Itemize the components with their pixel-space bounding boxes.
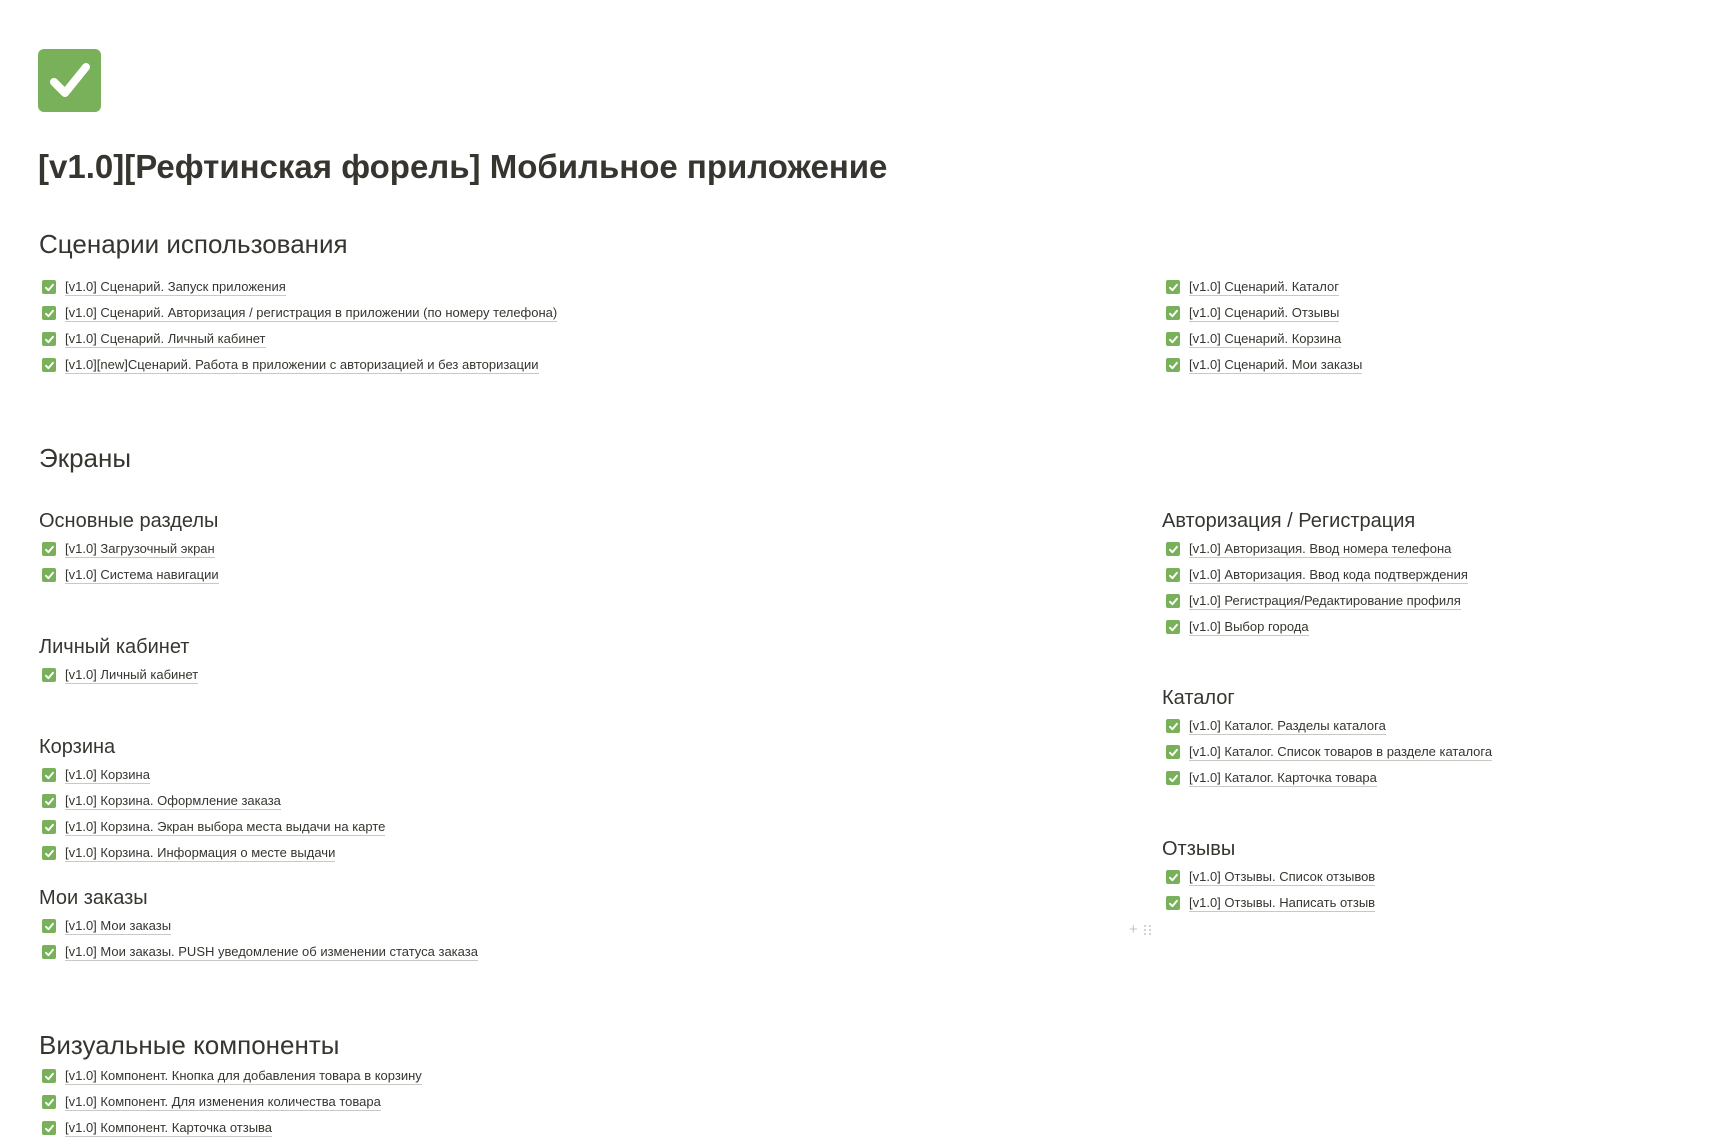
- page-link[interactable]: [v1.0] Корзина. Экран выбора места выдачи на карте: [65, 818, 386, 834]
- check-mark-icon: [42, 945, 56, 959]
- list-item[interactable]: [38, 814, 385, 840]
- subheading-reviews: Отзывы: [1162, 838, 1236, 860]
- visual-components-list: [38, 1063, 422, 1141]
- drag-handle-icon[interactable]: [1144, 925, 1152, 935]
- orders-list: [38, 913, 478, 965]
- list-item[interactable]: [1162, 536, 1468, 562]
- check-mark-icon: [1166, 332, 1180, 346]
- check-mark-icon: [1166, 771, 1180, 785]
- page-link[interactable]: [v1.0] Корзина. Оформление заказа: [65, 792, 281, 808]
- subheading-account: Личный кабинет: [39, 636, 190, 658]
- list-item[interactable]: [1162, 890, 1375, 916]
- page-link[interactable]: [v1.0] Корзина: [65, 766, 150, 782]
- check-mark-icon: [42, 768, 56, 782]
- check-mark-icon: [1166, 568, 1180, 582]
- list-item[interactable]: [1162, 765, 1492, 791]
- block-handle[interactable]: [1129, 921, 1152, 938]
- subheading-auth: Авторизация / Регистрация: [1162, 510, 1416, 532]
- page-link[interactable]: [v1.0] Выбор города: [1189, 618, 1309, 634]
- page-link[interactable]: [v1.0] Компонент. Кнопка для добавления товара в корзину: [65, 1067, 422, 1083]
- check-mark-icon: [42, 332, 56, 346]
- subheading-main-sections: Основные разделы: [39, 510, 219, 532]
- check-mark-button-icon: [38, 49, 101, 112]
- page-link[interactable]: [v1.0] Авторизация. Ввод кода подтверждения: [1189, 566, 1468, 582]
- reviews-list: [1162, 864, 1375, 916]
- page-link[interactable]: [v1.0] Сценарий. Корзина: [1189, 330, 1342, 346]
- check-mark-icon: [1166, 358, 1180, 372]
- list-item[interactable]: [38, 1115, 422, 1141]
- page-link[interactable]: [v1.0] Регистрация/Редактирование профиля: [1189, 592, 1461, 608]
- account-list: [38, 662, 198, 688]
- check-mark-icon: [1166, 896, 1180, 910]
- check-mark-icon: [42, 846, 56, 860]
- check-mark-icon: [42, 919, 56, 933]
- list-item[interactable]: [38, 1063, 422, 1089]
- check-mark-icon: [1166, 306, 1180, 320]
- list-item[interactable]: [1162, 713, 1492, 739]
- list-item[interactable]: [1162, 352, 1362, 378]
- check-mark-icon: [1166, 745, 1180, 759]
- check-mark-icon: [42, 1121, 56, 1135]
- subheading-catalog: Каталог: [1162, 687, 1235, 709]
- page-link[interactable]: [v1.0] Компонент. Карточка отзыва: [65, 1119, 273, 1135]
- page-link[interactable]: [v1.0] Сценарий. Мои заказы: [1189, 356, 1363, 372]
- page-link[interactable]: [v1.0] Сценарий. Отзывы: [1189, 304, 1340, 320]
- section-heading-screens: Экраны: [39, 443, 132, 473]
- page-link[interactable]: [v1.0] Личный кабинет: [65, 666, 199, 682]
- page-title: [v1.0][Рефтинская форель] Мобильное приложение: [38, 148, 888, 185]
- check-mark-icon: [1166, 620, 1180, 634]
- list-item[interactable]: [38, 536, 219, 562]
- page-link[interactable]: [v1.0] Мои заказы: [65, 917, 172, 933]
- section-heading-visual-components: Визуальные компоненты: [39, 1030, 340, 1060]
- list-item[interactable]: [1162, 326, 1362, 352]
- check-mark-icon: [1166, 870, 1180, 884]
- page-link[interactable]: [v1.0] Авторизация. Ввод номера телефона: [1189, 540, 1452, 556]
- subheading-cart: Корзина: [39, 736, 116, 758]
- check-mark-icon: [42, 1069, 56, 1083]
- page-link[interactable]: [v1.0] Сценарий. Авторизация / регистрация в приложении (по номеру телефона): [65, 304, 558, 320]
- main-sections-list: [38, 536, 219, 588]
- plus-icon[interactable]: +: [1129, 921, 1138, 938]
- page-link[interactable]: [v1.0] Каталог. Разделы каталога: [1189, 717, 1386, 733]
- list-item[interactable]: [1162, 274, 1362, 300]
- list-item[interactable]: [38, 939, 478, 965]
- check-mark-icon: [1166, 280, 1180, 294]
- list-item[interactable]: [38, 300, 557, 326]
- page-link[interactable]: [v1.0] Загрузочный экран: [65, 540, 215, 556]
- scenarios-left-list: [38, 274, 557, 378]
- list-item[interactable]: [38, 1089, 422, 1115]
- list-item[interactable]: [1162, 739, 1492, 765]
- check-mark-icon: [1166, 594, 1180, 608]
- cart-list: [38, 762, 385, 866]
- page-link[interactable]: [v1.0] Сценарий. Каталог: [1189, 278, 1339, 294]
- list-item[interactable]: [38, 662, 198, 688]
- page-link[interactable]: [v1.0] Отзывы. Написать отзыв: [1189, 894, 1376, 910]
- page-link[interactable]: [v1.0] Отзывы. Список отзывов: [1189, 868, 1376, 884]
- list-item[interactable]: [38, 762, 385, 788]
- catalog-list: [1162, 713, 1492, 791]
- page-link[interactable]: [v1.0] Система навигации: [65, 566, 219, 582]
- page-link[interactable]: [v1.0] Сценарий. Запуск приложения: [65, 278, 286, 294]
- check-mark-icon: [42, 542, 56, 556]
- check-mark-icon: [42, 568, 56, 582]
- list-item[interactable]: [1162, 300, 1362, 326]
- page-link[interactable]: [v1.0] Каталог. Карточка товара: [1189, 769, 1377, 785]
- check-mark-icon: [42, 280, 56, 294]
- check-mark-icon: [42, 668, 56, 682]
- list-item[interactable]: [1162, 588, 1468, 614]
- list-item[interactable]: [38, 274, 557, 300]
- section-heading-scenarios: Сценарии использования: [39, 229, 348, 259]
- list-item[interactable]: [38, 326, 557, 352]
- page-link[interactable]: [v1.0][new]Сценарий. Работа в приложении с авторизацией и без авторизации: [65, 356, 539, 372]
- check-mark-icon: [42, 358, 56, 372]
- check-mark-icon: [1166, 719, 1180, 733]
- list-item[interactable]: [38, 913, 478, 939]
- page-link[interactable]: [v1.0] Корзина. Информация о месте выдачи: [65, 844, 336, 860]
- check-mark-icon: [42, 820, 56, 834]
- list-item[interactable]: [38, 562, 219, 588]
- list-item[interactable]: [38, 788, 385, 814]
- list-item[interactable]: [1162, 864, 1375, 890]
- scenarios-right-list: [1162, 274, 1362, 378]
- page-link[interactable]: [v1.0] Сценарий. Личный кабинет: [65, 330, 266, 346]
- check-mark-icon: [42, 306, 56, 320]
- list-item[interactable]: [1162, 562, 1468, 588]
- list-item[interactable]: [38, 840, 385, 866]
- check-mark-icon: [42, 794, 56, 808]
- page-link[interactable]: [v1.0] Компонент. Для изменения количества товара: [65, 1093, 381, 1109]
- auth-list: [1162, 536, 1468, 640]
- list-item[interactable]: [38, 352, 557, 378]
- page-link[interactable]: [v1.0] Мои заказы. PUSH уведомление об изменении статуса заказа: [65, 943, 478, 959]
- subheading-orders: Мои заказы: [39, 887, 148, 909]
- page-link[interactable]: [v1.0] Каталог. Список товаров в разделе каталога: [1189, 743, 1493, 759]
- list-item[interactable]: [1162, 614, 1468, 640]
- check-mark-icon: [42, 1095, 56, 1109]
- check-mark-icon: [1166, 542, 1180, 556]
- page-icon[interactable]: [38, 49, 101, 112]
